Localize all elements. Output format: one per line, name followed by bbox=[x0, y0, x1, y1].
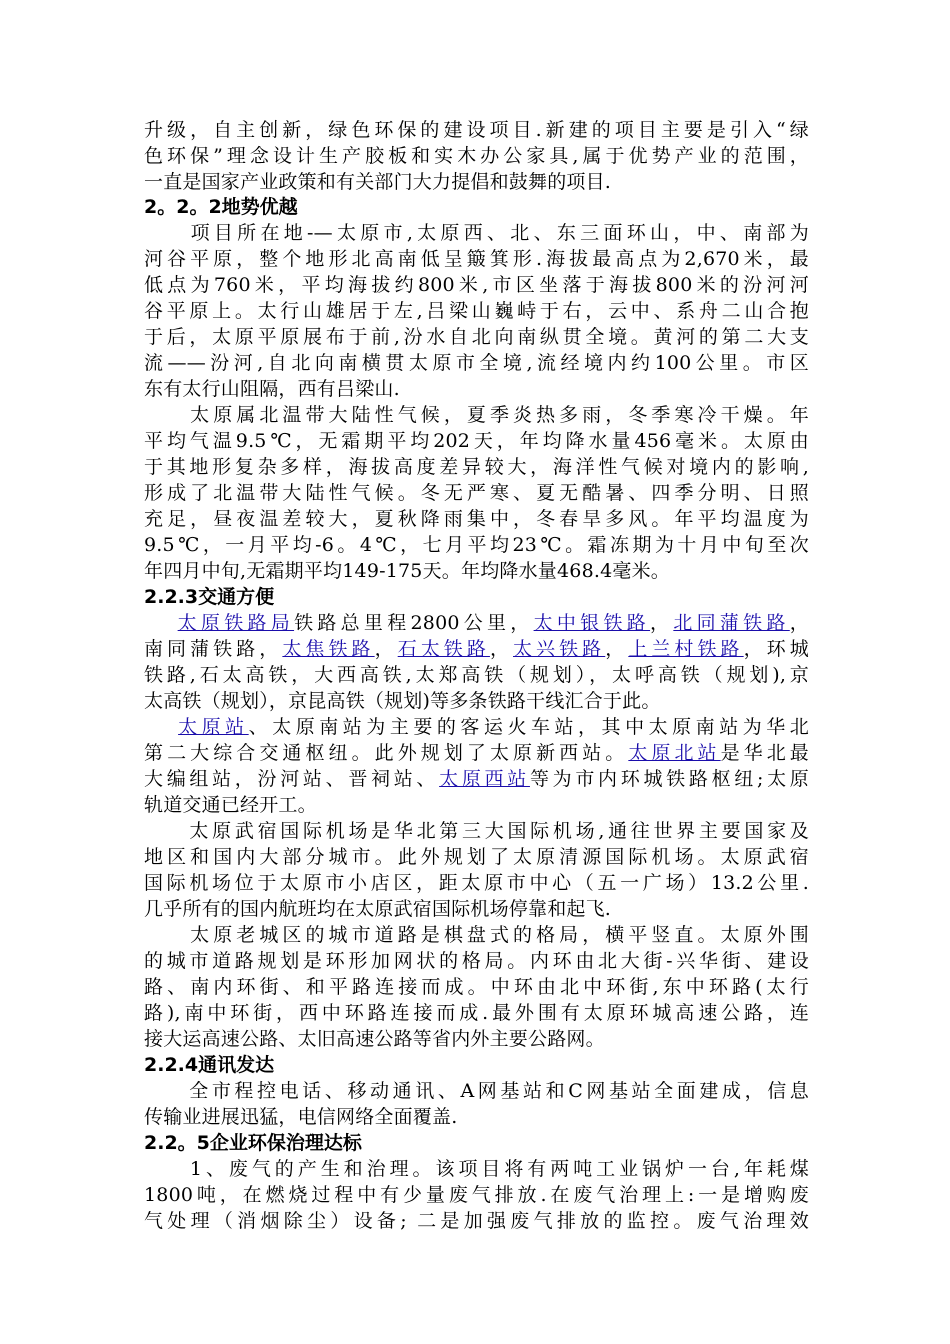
paragraph-line: 1、废气的产生和治理。该项目将有两吨工业锅炉一台,年耗煤 bbox=[144, 1158, 809, 1180]
paragraph-line: 年四月中旬,无霜期平均149-175天。年均降水量468.4毫米。 bbox=[144, 560, 670, 582]
paragraph-line: 升级，自主创新，绿色环保的建设项目.新建的项目主要是引入“绿 bbox=[144, 119, 809, 141]
text: 、太原南站为主要的客运火车站，其中太原南站为华北 bbox=[248, 716, 809, 738]
link-taixing-railway[interactable]: 太兴铁路 bbox=[513, 638, 606, 660]
text: ，环城 bbox=[743, 638, 809, 660]
paragraph-line: 的城市道路规划是环形加网状的格局。内环由北大街-兴华街、建设 bbox=[144, 950, 809, 972]
paragraph-line: 铁路,石太高铁，大西高铁,太郑高铁（规划），太呼高铁（规划),京 bbox=[144, 664, 809, 686]
link-shitai-railway[interactable]: 石太铁路 bbox=[397, 638, 490, 660]
link-taijiao-railway[interactable]: 太焦铁路 bbox=[282, 638, 375, 660]
paragraph-line: 色环保”理念设计生产胶板和实木办公家具,属于优势产业的范围， bbox=[144, 145, 809, 167]
paragraph-line bbox=[144, 740, 809, 766]
text: ， bbox=[489, 638, 513, 660]
paragraph-line: 气处理（消烟除尘）设备; 二是加强废气排放的监控。废气治理效 bbox=[144, 1210, 809, 1232]
paragraph-line: 谷平原上。太行山雄居于左,吕梁山巍峙于右，云中、系舟二山合抱 bbox=[144, 300, 809, 322]
paragraph-line: 于其地形复杂多样，海拔高度差异较大，海洋性气候对境内的影响, bbox=[144, 456, 809, 478]
link-taiyuan-west-station[interactable]: 太原西站 bbox=[439, 768, 530, 790]
paragraph-line: 地区和国内大部分城市。此外规划了太原清源国际机场。太原武宿 bbox=[144, 846, 809, 868]
paragraph-line bbox=[144, 714, 809, 740]
paragraph-line: 东有太行山阻隔，西有吕梁山. bbox=[144, 378, 400, 400]
paragraph-line: 形成了北温带大陆性气候。冬无严寒、夏无酷暑、四季分明、日照 bbox=[144, 482, 809, 504]
section-heading-2-2-2: 2。2。2地势优越 bbox=[144, 196, 298, 218]
paragraph-line bbox=[144, 636, 809, 662]
paragraph-line: 几乎所有的国内航班均在太原武宿国际机场停靠和起飞. bbox=[144, 898, 612, 920]
paragraph-line: 一直是国家产业政策和有关部门大力提倡和鼓舞的项目. bbox=[144, 171, 612, 193]
paragraph-line: 接大运高速公路、太旧高速公路等省内外主要公路网。 bbox=[144, 1028, 605, 1050]
paragraph-line: 充足，昼夜温差较大，夏秋降雨集中，冬春旱多风。年平均温度为 bbox=[144, 508, 809, 530]
paragraph-line: 于后，太原平原展布于前,汾水自北向南纵贯全境。黄河的第二大支 bbox=[144, 326, 809, 348]
paragraph-line: 1800吨，在燃烧过程中有少量废气排放.在废气治理上:一是增购废 bbox=[144, 1184, 809, 1206]
text: ， bbox=[605, 638, 629, 660]
section-heading-2-2-3: 2.2.3交通方便 bbox=[144, 586, 275, 608]
paragraph-line: 项目所在地-—太原市,太原西、北、东三面环山，中、南部为 bbox=[144, 222, 809, 244]
text: ， bbox=[789, 612, 809, 634]
text: 是华北最 bbox=[720, 742, 809, 764]
link-taiyuan-railway-bureau[interactable]: 太原铁路局 bbox=[177, 612, 295, 634]
paragraph-line: 太原老城区的城市道路是棋盘式的格局，横平竖直。太原外围 bbox=[144, 924, 809, 946]
paragraph-line: 平均气温9.5℃，无霜期平均202天，年均降水量456毫米。太原由 bbox=[144, 430, 809, 452]
paragraph-line: 路、南内环街、和平路连接而成。中环由北中环街,东中环路(太行 bbox=[144, 976, 809, 998]
text: ， bbox=[374, 638, 398, 660]
text: 第二大综合交通枢纽。此外规划了太原新西站。 bbox=[144, 742, 629, 764]
text: 大编组站，汾河站、晋祠站、 bbox=[144, 768, 440, 790]
link-beitongpu-railway[interactable]: 北同蒲铁路 bbox=[673, 612, 790, 634]
paragraph-line: 太原武宿国际机场是华北第三大国际机场,通往世界主要国家及 bbox=[144, 820, 809, 842]
link-taiyuan-north-station[interactable]: 太原北站 bbox=[628, 742, 721, 764]
paragraph-line: 太高铁（规划），京昆高铁（规划)等多条铁路干线汇合于此。 bbox=[144, 690, 661, 712]
section-heading-2-2-5: 2.2。5企业环保治理达标 bbox=[144, 1132, 362, 1154]
text: 铁路总里程2800公里， bbox=[294, 612, 534, 634]
paragraph-line: 路),南中环街，西中环路连接而成.最外围有太原环城高速公路，连 bbox=[144, 1002, 809, 1024]
paragraph-line: 河谷平原，整个地形北高南低呈簸箕形.海拔最高点为2,670米，最 bbox=[144, 248, 809, 270]
text: 南同蒲铁路， bbox=[144, 638, 283, 660]
text: ， bbox=[650, 612, 674, 634]
paragraph-line: 太原属北温带大陆性气候，夏季炎热多雨，冬季寒冷干燥。年 bbox=[144, 404, 809, 426]
section-heading-2-2-4: 2.2.4通讯发达 bbox=[144, 1054, 275, 1076]
link-shanglancun-railway[interactable]: 上兰村铁路 bbox=[628, 638, 744, 660]
text: 等为市内环城铁路枢纽;太原 bbox=[529, 768, 809, 790]
paragraph-line: 全市程控电话、移动通讯、A网基站和C网基站全面建成，信息 bbox=[144, 1080, 809, 1102]
paragraph-line: 国际机场位于太原市小店区，距太原市中心（五一广场）13.2公里. bbox=[144, 872, 809, 894]
paragraph-line: 传输业进展迅猛，电信网络全面覆盖. bbox=[144, 1106, 458, 1128]
paragraph-line: 低点为760米，平均海拔约800米,市区坐落于海拔800米的汾河河 bbox=[144, 274, 809, 296]
paragraph-line: 流——汾河,自北向南横贯太原市全境,流经境内约100公里。市区 bbox=[144, 352, 809, 374]
paragraph-line bbox=[144, 610, 809, 636]
paragraph-line bbox=[144, 766, 809, 792]
paragraph-line: 轨道交通已经开工。 bbox=[144, 794, 317, 816]
link-taizhongyin-railway[interactable]: 太中银铁路 bbox=[533, 612, 651, 634]
link-taiyuan-station[interactable]: 太原站 bbox=[178, 716, 249, 738]
paragraph-line: 9.5℃，一月平均-6。4℃，七月平均23℃。霜冻期为十月中旬至次 bbox=[144, 534, 809, 556]
